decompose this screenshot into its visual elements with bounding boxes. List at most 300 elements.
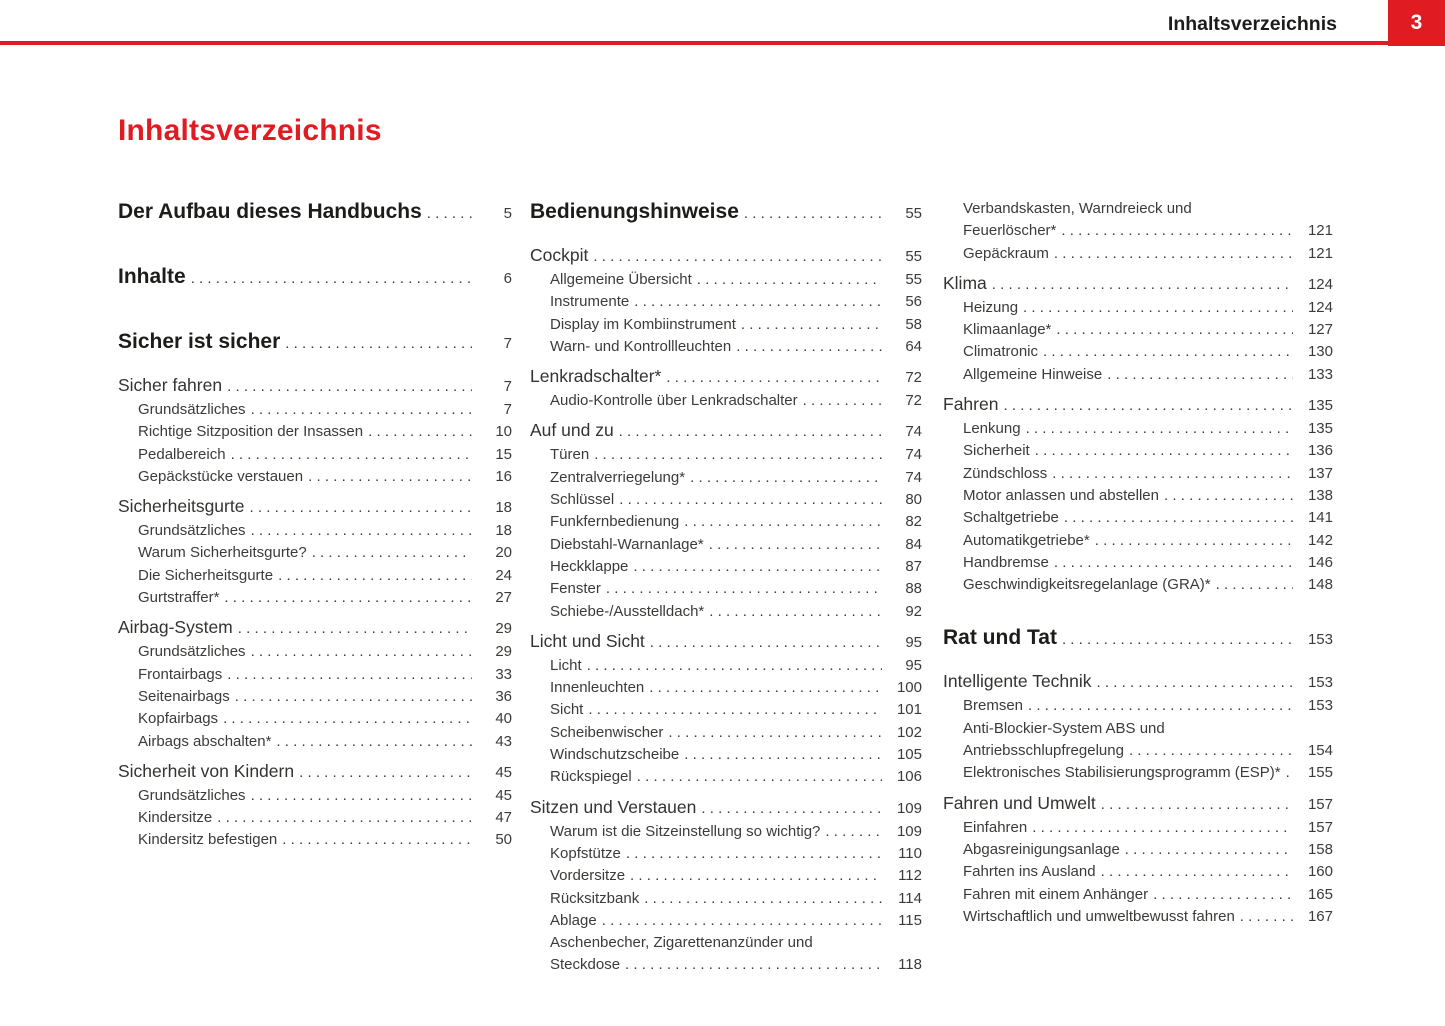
toc-dot-leader <box>368 421 472 443</box>
toc-page-number: 153 <box>1307 631 1333 649</box>
toc-dot-leader <box>224 587 472 609</box>
toc-entry-item <box>943 762 1333 784</box>
toc-page-number: 114 <box>898 889 922 907</box>
toc-entry-label: Grundsätzliches <box>138 522 246 540</box>
toc-dot-leader <box>308 466 472 488</box>
toc-entry-label: Türen <box>550 446 590 464</box>
toc-columns <box>118 198 1333 977</box>
toc-entry-item <box>118 587 512 609</box>
toc-entry-item <box>118 466 512 488</box>
toc-entry-label: Gepäckraum <box>963 244 1049 262</box>
toc-page-number: 127 <box>1307 321 1333 339</box>
toc-page-number: 10 <box>495 423 512 441</box>
toc-dot-leader <box>668 722 882 744</box>
toc-entry-item <box>530 336 922 358</box>
toc-entry-label: Wirtschaftlich und umweltbewusst fahren <box>963 907 1235 925</box>
toc-entry-item <box>530 291 922 313</box>
toc-page-number: 16 <box>495 467 512 485</box>
toc-dot-leader <box>825 821 882 843</box>
toc-page-number: 6 <box>503 270 512 287</box>
toc-dot-leader <box>701 795 882 821</box>
toc-dot-leader <box>223 708 472 730</box>
toc-entry-chapter <box>118 263 512 292</box>
toc-entry-label: Sicherheit von Kindern <box>118 760 295 781</box>
toc-entry-label: Der Aufbau dieses Handbuchs <box>118 200 422 223</box>
toc-entry-chapter <box>530 198 922 227</box>
toc-entry-item <box>943 341 1333 363</box>
toc-dot-leader <box>1026 418 1293 440</box>
toc-dot-leader <box>1043 341 1293 363</box>
toc-entry-label: Seitenairbags <box>138 687 230 705</box>
toc-dot-leader <box>650 629 882 655</box>
toc-page-number: 72 <box>905 392 922 410</box>
toc-page-number: 141 <box>1307 509 1333 527</box>
toc-entry-label: Cockpit <box>530 245 589 265</box>
toc-entry-item <box>530 699 922 721</box>
toc-entry-label: Licht und Sicht <box>530 630 645 651</box>
toc-entry-item <box>530 655 922 677</box>
page-number: 3 <box>1410 11 1423 34</box>
toc-page-number: 135 <box>1307 420 1333 438</box>
toc-entry-label: Warn- und Kontrollleuchten <box>550 337 732 355</box>
toc-entry-item <box>943 319 1333 341</box>
toc-entry-label: Gurtstraffer* <box>138 589 220 607</box>
toc-entry-label: Sicher fahren <box>118 375 223 395</box>
toc-dot-leader <box>741 314 882 336</box>
toc-page-number: 18 <box>495 499 512 517</box>
toc-page-number: 142 <box>1307 531 1333 549</box>
toc-entry-label: Schiebe-/Ausstelldach* <box>550 602 705 620</box>
toc-entry-line2 <box>550 954 922 976</box>
toc-page-number: 29 <box>495 643 512 661</box>
toc-entry-label: Scheibenwischer <box>550 723 664 741</box>
toc-entry-section <box>943 271 1333 297</box>
toc-entry-item <box>118 664 512 686</box>
toc-entry-label: Airbag-System <box>118 617 233 638</box>
toc-page-number: 109 <box>896 822 922 840</box>
toc-dot-leader <box>278 565 472 587</box>
toc-dot-leader <box>684 511 882 533</box>
toc-dot-leader <box>630 865 882 887</box>
toc-entry-item <box>943 364 1333 386</box>
toc-entry-item <box>530 578 922 600</box>
toc-entry-item <box>943 485 1333 507</box>
toc-page-number: 5 <box>503 205 512 222</box>
toc-entry-item <box>943 243 1333 265</box>
toc-dot-leader <box>587 655 882 677</box>
toc-entry-label: Bedienungshinweise <box>530 200 739 223</box>
toc-dot-leader <box>238 615 472 641</box>
toc-dot-leader <box>744 198 882 227</box>
toc-dot-leader <box>1056 319 1293 341</box>
toc-entry-label: Fahrten ins Ausland <box>963 863 1096 881</box>
toc-page-number: 87 <box>905 557 922 575</box>
toc-entry-item <box>943 507 1333 529</box>
toc-entry-item <box>118 444 512 466</box>
toc-dot-leader <box>697 269 882 291</box>
toc-page-number: 36 <box>495 687 512 705</box>
toc-page-number: 47 <box>495 809 512 827</box>
toc-page-number: 33 <box>495 665 512 683</box>
toc-dot-leader <box>285 328 472 357</box>
toc-entry-section <box>118 494 512 520</box>
toc-entry-label: Heckklappe <box>550 557 629 575</box>
toc-dot-leader <box>235 686 472 708</box>
toc-entry-label: Kopfairbags <box>138 710 219 728</box>
toc-entry-item <box>530 390 922 412</box>
toc-entry-item <box>530 489 922 511</box>
toc-dot-leader <box>251 785 472 807</box>
toc-entry-label: Sicherheit <box>963 442 1030 460</box>
toc-entry-label: Schaltgetriebe <box>963 509 1059 527</box>
toc-entry-line2 <box>963 740 1333 762</box>
toc-page-number: 45 <box>495 763 512 781</box>
toc-page-number: 115 <box>898 911 922 929</box>
toc-dot-leader <box>1125 839 1293 861</box>
toc-entry-item <box>943 418 1333 440</box>
toc-entry-label: Klimaanlage* <box>963 321 1052 339</box>
toc-page-number: 29 <box>495 620 512 638</box>
toc-entry-section <box>118 373 512 399</box>
toc-page-number: 92 <box>905 602 922 620</box>
toc-dot-leader <box>217 807 472 829</box>
toc-entry-label: Auf und zu <box>530 420 614 441</box>
toc-entry-section <box>118 759 512 785</box>
toc-dot-leader <box>312 542 472 564</box>
toc-page-number: 24 <box>495 566 512 584</box>
toc-entry-item <box>118 731 512 753</box>
toc-page-number: 157 <box>1307 818 1333 836</box>
toc-entry-item2 <box>943 198 1333 243</box>
toc-entry-label: Gepäckstücke verstauen <box>138 467 304 485</box>
toc-page-number: 167 <box>1307 907 1333 925</box>
toc-entry-item <box>530 269 922 291</box>
toc-entry-label: Abgasreinigungsanlage <box>963 840 1120 858</box>
toc-entry-item <box>118 421 512 443</box>
toc-entry-section <box>943 791 1333 817</box>
toc-entry-item <box>943 695 1333 717</box>
toc-page-number: 88 <box>905 580 922 598</box>
toc-entry-section <box>530 364 922 390</box>
toc-entry-item <box>118 399 512 421</box>
toc-entry-item <box>530 821 922 843</box>
toc-dot-leader <box>634 291 882 313</box>
toc-entry-label: Sicher ist sicher <box>118 330 281 353</box>
toc-page-number: 45 <box>495 786 512 804</box>
toc-dot-leader <box>1054 552 1293 574</box>
toc-entry-label: Display im Kombiinstrument <box>550 315 736 333</box>
toc-entry-label: Windschutzscheibe <box>550 746 680 764</box>
toc-entry-label: Grundsätzliches <box>138 643 246 661</box>
toc-entry-item <box>943 839 1333 861</box>
toc-entry-item <box>118 641 512 663</box>
toc-entry-item <box>943 463 1333 485</box>
toc-dot-leader <box>803 390 882 412</box>
toc-entry-label: Allgemeine Übersicht <box>550 271 692 288</box>
toc-entry-label: Pedalbereich <box>138 445 226 463</box>
toc-page-number: 121 <box>1307 222 1333 240</box>
page-number-box <box>1388 0 1445 46</box>
toc-page-number: 153 <box>1307 697 1333 715</box>
toc-entry-label: Zündschloss <box>963 464 1048 482</box>
toc-entry-label: Allgemeine Hinweise <box>963 365 1103 383</box>
toc-dot-leader <box>1095 530 1293 552</box>
toc-entry-item <box>943 297 1333 319</box>
toc-entry-label: Motor anlassen und abstellen <box>963 486 1159 504</box>
toc-entry-item <box>530 910 922 932</box>
toc-dot-leader <box>1062 624 1293 653</box>
toc-page-number: 72 <box>905 369 922 387</box>
toc-entry-label: Lenkung <box>963 420 1021 438</box>
toc-entry-item <box>118 520 512 542</box>
toc-dot-leader <box>299 759 472 785</box>
toc-page-number: 154 <box>1307 742 1333 760</box>
toc-entry-label: Kopfstütze <box>550 844 621 862</box>
toc-page-number: 74 <box>905 423 922 441</box>
toc-dot-leader <box>251 520 472 542</box>
toc-dot-leader <box>625 954 882 976</box>
toc-entry-label-line2: Feuerlöscher* <box>963 222 1057 240</box>
toc-entry-label: Geschwindigkeitsregelanlage (GRA)* <box>963 576 1211 594</box>
toc-dot-leader <box>1023 297 1293 319</box>
toc-dot-leader <box>1107 364 1293 386</box>
toc-entry-item <box>530 677 922 699</box>
toc-page-number: 7 <box>503 335 512 352</box>
toc-entry-item <box>943 440 1333 462</box>
toc-entry-item <box>530 865 922 887</box>
toc-entry-item <box>530 467 922 489</box>
toc-entry-item <box>530 888 922 910</box>
toc-page-number: 101 <box>896 701 922 719</box>
toc-page-number: 20 <box>495 544 512 562</box>
toc-dot-leader <box>251 399 472 421</box>
toc-entry-section <box>530 418 922 444</box>
toc-page-number: 124 <box>1307 275 1333 293</box>
toc-entry-item <box>530 534 922 556</box>
toc-entry-label-line1: Anti-Blockier-System ABS und <box>963 719 1165 737</box>
toc-entry-label: Rücksitzbank <box>550 889 640 907</box>
toc-page-number: 82 <box>905 513 922 531</box>
toc-entry-item <box>943 906 1333 928</box>
toc-dot-leader <box>736 336 882 358</box>
toc-page-number: 55 <box>905 271 922 288</box>
toc-entry-label: Grundsätzliches <box>138 401 246 418</box>
toc-dot-leader <box>1286 762 1293 784</box>
toc-entry-item2 <box>530 932 922 977</box>
toc-dot-leader <box>594 444 882 466</box>
toc-dot-leader <box>1054 243 1293 265</box>
toc-page-number: 50 <box>495 831 512 849</box>
toc-page-number: 74 <box>905 446 922 464</box>
toc-dot-leader <box>606 578 882 600</box>
toc-entry-item <box>530 843 922 865</box>
toc-entry-section <box>530 243 922 269</box>
toc-entry-label: Rückspiegel <box>550 768 632 786</box>
toc-dot-leader <box>644 888 882 910</box>
toc-dot-leader <box>1052 463 1293 485</box>
toc-dot-leader <box>1153 884 1293 906</box>
toc-page-number: 118 <box>898 956 922 974</box>
toc-entry-item <box>530 444 922 466</box>
toc-entry-label: Handbremse <box>963 553 1049 571</box>
toc-entry-item2 <box>943 718 1333 763</box>
toc-page-number: 102 <box>896 723 922 741</box>
toc-page-number: 105 <box>896 746 922 764</box>
toc-dot-leader <box>1240 906 1293 928</box>
toc-page-number: 15 <box>495 445 512 463</box>
toc-dot-leader <box>227 664 472 686</box>
toc-entry-chapter <box>943 624 1333 653</box>
toc-page-number: 146 <box>1307 553 1333 571</box>
toc-entry-item <box>943 884 1333 906</box>
toc-entry-label: Innenleuchten <box>550 679 645 697</box>
toc-entry-label: Heizung <box>963 298 1019 316</box>
toc-entry-item <box>530 766 922 788</box>
toc-dot-leader <box>992 271 1293 297</box>
toc-entry-label: Frontairbags <box>138 665 223 683</box>
header-rule <box>0 41 1445 45</box>
toc-entry-label: Licht <box>550 656 582 674</box>
toc-page-number: 157 <box>1307 795 1333 813</box>
toc-page-number: 135 <box>1307 397 1333 415</box>
toc-entry-label: Grundsätzliches <box>138 786 246 804</box>
toc-entry-label: Funkfernbedienung <box>550 513 680 531</box>
toc-page-number: 56 <box>905 293 922 311</box>
toc-dot-leader <box>231 444 472 466</box>
toc-page-number: 110 <box>898 844 922 862</box>
toc-page-number: 100 <box>896 679 922 697</box>
toc-page-number: 165 <box>1307 885 1333 903</box>
toc-entry-label: Vordersitze <box>550 867 626 885</box>
toc-entry-label-line1: Verbandskasten, Warndreieck und <box>963 200 1192 217</box>
toc-entry-label: Fahren <box>943 394 999 415</box>
toc-entry-item <box>943 817 1333 839</box>
toc-entry-item <box>530 511 922 533</box>
toc-entry-label: Fahren und Umwelt <box>943 792 1096 813</box>
toc-entry-item <box>118 829 512 851</box>
toc-dot-leader <box>1164 485 1293 507</box>
toc-entry-item <box>118 686 512 708</box>
toc-entry-line2 <box>963 220 1333 242</box>
toc-page-number: 130 <box>1307 343 1333 361</box>
toc-page-number: 95 <box>905 633 922 651</box>
toc-page-number: 112 <box>898 867 922 885</box>
toc-dot-leader <box>649 677 882 699</box>
toc-entry-item <box>118 785 512 807</box>
toc-page-number: 55 <box>905 248 922 265</box>
toc-entry-item <box>530 601 922 623</box>
toc-entry-label-line2: Antriebsschlupfregelung <box>963 742 1124 760</box>
toc-page-number: 121 <box>1307 244 1333 262</box>
toc-dot-leader <box>602 910 882 932</box>
toc-page-number: 158 <box>1307 840 1333 858</box>
toc-entry-item <box>118 807 512 829</box>
toc-entry-item <box>530 314 922 336</box>
toc-dot-leader <box>637 766 882 788</box>
toc-dot-leader <box>1003 392 1293 418</box>
toc-page-number: 160 <box>1307 863 1333 881</box>
toc-page-number: 7 <box>503 401 512 418</box>
toc-page-number: 136 <box>1307 442 1333 460</box>
toc-page-number: 153 <box>1307 674 1333 692</box>
toc-page-number: 43 <box>495 732 512 750</box>
toc-dot-leader <box>1129 740 1293 762</box>
toc-entry-label: Schlüssel <box>550 491 615 509</box>
toc-dot-leader <box>619 489 882 511</box>
toc-dot-leader <box>666 364 882 390</box>
toc-page-number: 95 <box>905 656 922 674</box>
toc-entry-label: Lenkradschalter* <box>530 366 662 387</box>
toc-page-number: 155 <box>1307 764 1333 782</box>
toc-entry-label: Audio-Kontrolle über Lenkradschalter <box>550 392 798 410</box>
toc-page-number: 64 <box>905 337 922 355</box>
toc-entry-item <box>943 530 1333 552</box>
toc-entry-label: Klima <box>943 272 987 293</box>
toc-page-number: 74 <box>905 468 922 486</box>
toc-entry-label: Warum ist die Sitzeinstellung so wichtig? <box>550 822 821 840</box>
toc-entry-item <box>118 708 512 730</box>
toc-dot-leader <box>633 556 882 578</box>
toc-dot-leader <box>709 534 882 556</box>
toc-page-number: 137 <box>1307 464 1333 482</box>
toc-dot-leader <box>227 373 472 399</box>
page-title: Inhaltsverzeichnis <box>118 114 382 147</box>
toc-entry-label: Kindersitz befestigen <box>138 831 278 849</box>
toc-dot-leader <box>690 467 882 489</box>
toc-page-number: 109 <box>896 799 922 817</box>
toc-dot-leader <box>1028 695 1293 717</box>
toc-dot-leader <box>249 494 472 520</box>
toc-entry-label: Fahren mit einem Anhänger <box>963 885 1149 903</box>
toc-dot-leader <box>1061 220 1293 242</box>
toc-entry-item <box>530 744 922 766</box>
running-header-title: Inhaltsverzeichnis <box>1167 13 1337 35</box>
toc-column-2 <box>530 198 922 977</box>
toc-entry-label: Sicht <box>550 701 584 719</box>
toc-entry-label: Kindersitze <box>138 809 213 827</box>
toc-dot-leader <box>1101 861 1293 883</box>
toc-dot-leader <box>191 263 472 292</box>
toc-page-number: 138 <box>1307 486 1333 504</box>
toc-entry-item <box>943 552 1333 574</box>
toc-entry-label: Rat und Tat <box>943 626 1057 650</box>
toc-entry-item <box>118 565 512 587</box>
toc-entry-label: Diebstahl-Warnanlage* <box>550 535 704 553</box>
toc-page-number: 40 <box>495 710 512 728</box>
toc-entry-label: Sitzen und Verstauen <box>530 796 697 817</box>
toc-entry-label: Climatronic <box>963 343 1039 361</box>
toc-entry-label: Zentralverriegelung* <box>550 468 686 486</box>
toc-dot-leader <box>588 699 882 721</box>
toc-dot-leader <box>593 243 882 269</box>
toc-dot-leader <box>1064 507 1293 529</box>
toc-page-number: 124 <box>1307 298 1333 316</box>
toc-entry-section <box>530 795 922 821</box>
toc-page-number: 80 <box>905 491 922 509</box>
toc-entry-label-line2: Steckdose <box>550 956 621 974</box>
toc-entry-chapter <box>118 198 512 227</box>
toc-page-number: 18 <box>495 522 512 540</box>
toc-entry-section <box>530 629 922 655</box>
toc-page-number: 133 <box>1307 365 1333 383</box>
toc-page-number: 7 <box>503 378 512 395</box>
toc-entry-item <box>530 722 922 744</box>
toc-entry-label: Airbags abschalten* <box>138 732 272 750</box>
toc-entry-label: Einfahren <box>963 818 1028 836</box>
toc-dot-leader <box>1101 791 1293 817</box>
toc-entry-item <box>943 574 1333 596</box>
toc-dot-leader <box>427 198 472 227</box>
